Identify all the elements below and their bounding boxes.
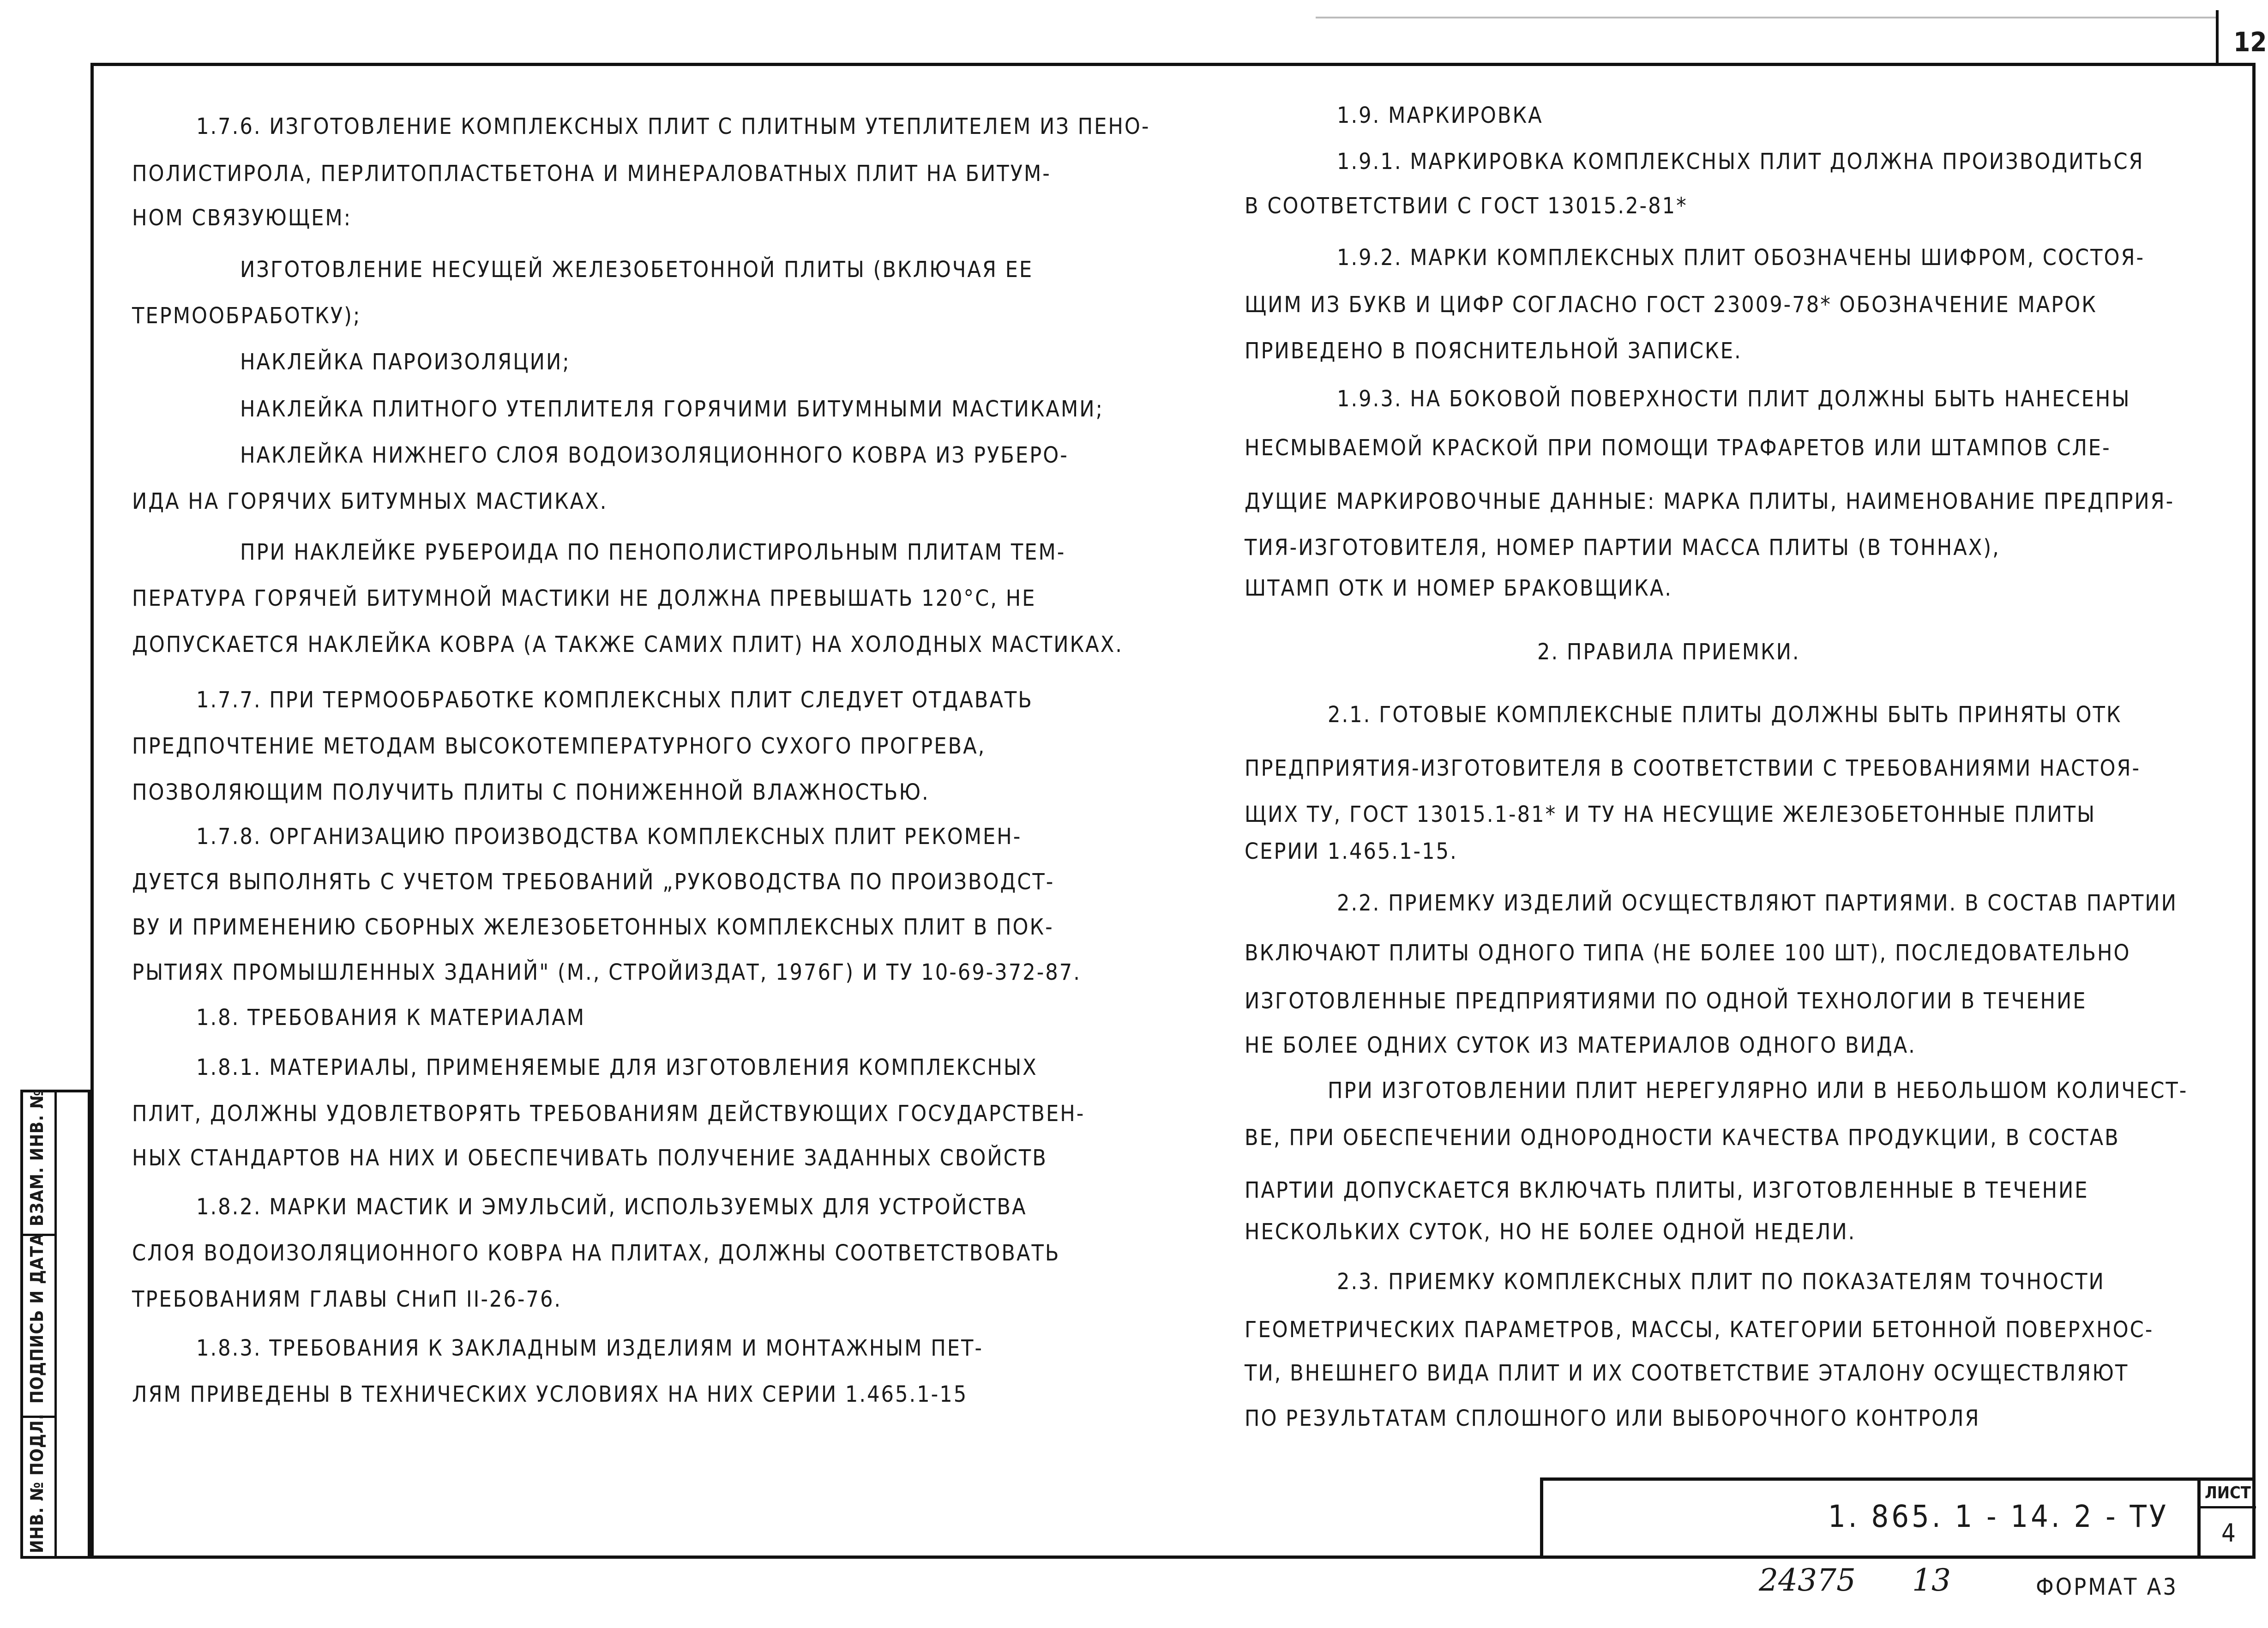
text-line: ПОЛИСТИРОЛА, ПЕРЛИТОПЛАСТБЕТОНА И МИНЕРАЛОВАТНЫХ ПЛИТ НА БИТУМ- [132,161,1051,187]
text-line: ИЗГОТОВЛЕННЫЕ ПРЕДПРИЯТИЯМИ ПО ОДНОЙ ТЕХНОЛОГИИ В ТЕЧЕНИЕ [1245,988,2087,1014]
clause-1-8-3: 1.8.3. ТРЕБОВАНИЯ К ЗАКЛАДНЫМ ИЗДЕЛИЯМ И МОНТАЖНЫМ ПЕТ- [196,1335,983,1361]
section-heading-1-9: 1.9. МАРКИРОВКА [1337,103,1543,128]
list-item: НАКЛЕЙКА ПАРОИЗОЛЯЦИИ; [240,349,571,375]
text-line: СЕРИИ 1.465.1-15. [1245,838,1458,864]
clause-2-3: 2.3. ПРИЕМКУ КОМПЛЕКСНЫХ ПЛИТ ПО ПОКАЗАТЕЛЯМ ТОЧНОСТИ [1337,1269,2105,1295]
copy-number: 13 [1912,1562,1951,1598]
inventory-number: 24375 [1759,1562,1856,1598]
text-line: ПЛИТ, ДОЛЖНЫ УДОВЛЕТВОРЯТЬ ТРЕБОВАНИЯМ ДЕЙСТВУЮЩИХ ГОСУДАРСТВЕН- [132,1101,1085,1127]
text-line: ДОПУСКАЕТСЯ НАКЛЕЙКА КОВРА (А ТАКЖЕ САМИХ ПЛИТ) НА ХОЛОДНЫХ МАСТИКАХ. [132,632,1123,657]
text-line: ПЕРАТУРА ГОРЯЧЕЙ БИТУМНОЙ МАСТИКИ НЕ ДОЛЖНА ПРЕВЫШАТЬ 120°С, НЕ [132,585,1036,611]
sheet-label: ЛИСТ [2205,1483,2251,1502]
text-line: ВЕ, ПРИ ОБЕСПЕЧЕНИИ ОДНОРОДНОСТИ КАЧЕСТВА ПРОДУКЦИИ, В СОСТАВ [1245,1125,2120,1151]
text-line: НЕСКОЛЬКИХ СУТОК, НО НЕ БОЛЕЕ ОДНОЙ НЕДЕЛИ. [1245,1219,1856,1245]
clause-2-1: 2.1. ГОТОВЫЕ КОМПЛЕКСНЫЕ ПЛИТЫ ДОЛЖНЫ БЫТЬ ПРИНЯТЫ ОТК [1328,702,2122,728]
clause-1-7-7: 1.7.7. ПРИ ТЕРМООБРАБОТКЕ КОМПЛЕКСНЫХ ПЛИТ СЛЕДУЕТ ОТДАВАТЬ [196,687,1033,713]
clause-1-9-3: 1.9.3. НА БОКОВОЙ ПОВЕРХНОСТИ ПЛИТ ДОЛЖНЫ БЫТЬ НАНЕСЕНЫ [1337,386,2131,412]
text-line: ЛЯМ ПРИВЕДЕНЫ В ТЕХНИЧЕСКИХ УСЛОВИЯХ НА НИХ СЕРИИ 1.465.1-15 [132,1381,968,1407]
text-line: ТИ, ВНЕШНЕГО ВИДА ПЛИТ И ИХ СООТВЕТСТВИЕ ЭТАЛОНУ ОСУЩЕСТВЛЯЮТ [1245,1360,2129,1386]
document-designation: 1. 865. 1 - 14. 2 - ТУ [1828,1499,2169,1534]
text-line: ПРИ НАКЛЕЙКЕ РУБЕРОИДА ПО ПЕНОПОЛИСТИРОЛЬНЫМ ПЛИТАМ ТЕМ- [240,539,1066,565]
text-line: ДУЕТСЯ ВЫПОЛНЯТЬ С УЧЕТОМ ТРЕБОВАНИЙ „РУКОВОДСТВА ПО ПРОИЗВОДСТ- [132,869,1055,895]
text-line: ТИЯ-ИЗГОТОВИТЕЛЯ, НОМЕР ПАРТИИ МАССА ПЛИТЫ (В ТОННАХ), [1245,535,2000,561]
sheet-number: 4 [2221,1519,2237,1548]
clause-2-2: 2.2. ПРИЕМКУ ИЗДЕЛИЙ ОСУЩЕСТВЛЯЮТ ПАРТИЯМИ. В СОСТАВ ПАРТИИ [1337,890,2178,916]
vzam-inv-label: ВЗАМ. ИНВ. № [27,1089,47,1226]
side-stamp-divider [54,1092,57,1556]
text-line: ПРЕДПРИЯТИЯ-ИЗГОТОВИТЕЛЯ В СООТВЕТСТВИИ С ТРЕБОВАНИЯМИ НАСТОЯ- [1245,755,2141,781]
list-item: НАКЛЕЙКА НИЖНЕГО СЛОЯ ВОДОИЗОЛЯЦИОННОГО КОВРА ИЗ РУБЕРО- [240,442,1069,468]
podpis-data-label: ПОДПИСЬ И ДАТА [27,1233,47,1404]
text-line: ИДА НА ГОРЯЧИХ БИТУМНЫХ МАСТИКАХ. [132,488,608,514]
text-line: РЫТИЯХ ПРОМЫШЛЕННЫХ ЗДАНИЙ" (М., СТРОЙИЗДАТ, 1976Г) И ТУ 10-69-372-87. [132,959,1081,985]
clause-1-7-8: 1.7.8. ОРГАНИЗАЦИЮ ПРОИЗВОДСТВА КОМПЛЕКСНЫХ ПЛИТ РЕКОМЕН- [196,824,1022,850]
clause-1-9-2: 1.9.2. МАРКИ КОМПЛЕКСНЫХ ПЛИТ ОБОЗНАЧЕНЫ ШИФРОМ, СОСТОЯ- [1337,245,2145,271]
text-line: СЛОЯ ВОДОИЗОЛЯЦИОННОГО КОВРА НА ПЛИТАХ, ДОЛЖНЫ СООТВЕТСТВОВАТЬ [132,1240,1060,1266]
top-rule [1316,17,2216,18]
sheet-box-divider [2201,1506,2256,1508]
clause-1-7-6: 1.7.6. ИЗГОТОВЛЕНИЕ КОМПЛЕКСНЫХ ПЛИТ С ПЛИТНЫМ УТЕПЛИТЕЛЕМ ИЗ ПЕНО- [196,114,1150,139]
text-line: ПАРТИИ ДОПУСКАЕТСЯ ВКЛЮЧАТЬ ПЛИТЫ, ИЗГОТОВЛЕННЫЕ В ТЕЧЕНИЕ [1245,1177,2089,1203]
text-line: ПО РЕЗУЛЬТАТАМ СПЛОШНОГО ИЛИ ВЫБОРОЧНОГО КОНТРОЛЯ [1245,1405,1980,1431]
section-heading-2: 2. ПРАВИЛА ПРИЕМКИ. [1537,639,1800,665]
clause-1-8-1: 1.8.1. МАТЕРИАЛЫ, ПРИМЕНЯЕМЫЕ ДЛЯ ИЗГОТОВЛЕНИЯ КОМПЛЕКСНЫХ [196,1055,1038,1080]
page-number-box-left [2216,10,2219,65]
clause-1-8-2: 1.8.2. МАРКИ МАСТИК И ЭМУЛЬСИЙ, ИСПОЛЬЗУЕМЫХ ДЛЯ УСТРОЙСТВА [196,1194,1027,1220]
list-item: НАКЛЕЙКА ПЛИТНОГО УТЕПЛИТЕЛЯ ГОРЯЧИМИ БИТУМНЫМИ МАСТИКАМИ; [240,396,1104,422]
text-line: ПРИ ИЗГОТОВЛЕНИИ ПЛИТ НЕРЕГУЛЯРНО ИЛИ В НЕБОЛЬШОМ КОЛИЧЕСТ- [1328,1078,2188,1103]
text-line: НЕ БОЛЕЕ ОДНИХ СУТОК ИЗ МАТЕРИАЛОВ ОДНОГО ВИДА. [1245,1032,1916,1058]
text-line: ШТАМП ОТК И НОМЕР БРАКОВЩИКА. [1245,575,1672,601]
text-line: ВКЛЮЧАЮТ ПЛИТЫ ОДНОГО ТИПА (НЕ БОЛЕЕ 100 ШТ), ПОСЛЕДОВАТЕЛЬНО [1245,940,2131,966]
text-line: ТЕРМООБРАБОТКУ); [132,303,361,329]
text-line: ПРЕДПОЧТЕНИЕ МЕТОДАМ ВЫСОКОТЕМПЕРАТУРНОГО СУХОГО ПРОГРЕВА, [132,733,986,759]
section-heading-1-8: 1.8. ТРЕБОВАНИЯ К МАТЕРИАЛАМ [196,1005,585,1031]
text-line: ГЕОМЕТРИЧЕСКИХ ПАРАМЕТРОВ, МАССЫ, КАТЕГОРИИ БЕТОННОЙ ПОВЕРХНОС- [1245,1317,2154,1343]
page-number: 12 [2233,26,2267,58]
text-line: В СООТВЕТСТВИИ С ГОСТ 13015.2-81* [1245,193,1688,219]
text-line: ПОЗВОЛЯЮЩИМ ПОЛУЧИТЬ ПЛИТЫ С ПОНИЖЕННОЙ ВЛАЖНОСТЬЮ. [132,779,930,805]
text-line: ДУЩИЕ МАРКИРОВОЧНЫЕ ДАННЫЕ: МАРКА ПЛИТЫ, НАИМЕНОВАНИЕ ПРЕДПРИЯ- [1245,488,2175,514]
list-item: ИЗГОТОВЛЕНИЕ НЕСУЩЕЙ ЖЕЛЕЗОБЕТОННОЙ ПЛИТЫ (ВКЛЮЧАЯ ЕЕ [240,257,1034,283]
format-label: ФОРМАТ А3 [2036,1574,2178,1600]
text-line: ЩИМ ИЗ БУКВ И ЦИФР СОГЛАСНО ГОСТ 23009-78* ОБОЗНАЧЕНИЕ МАРОК [1245,292,2097,318]
text-line: НЕСМЫВАЕМОЙ КРАСКОЙ ПРИ ПОМОЩИ ТРАФАРЕТОВ ИЛИ ШТАМПОВ СЛЕ- [1245,435,2111,461]
text-line: ЩИХ ТУ, ГОСТ 13015.1-81* И ТУ НА НЕСУЩИЕ ЖЕЛЕЗОБЕТОННЫЕ ПЛИТЫ [1245,802,2096,827]
clause-1-9-1: 1.9.1. МАРКИРОВКА КОМПЛЕКСНЫХ ПЛИТ ДОЛЖНА ПРОИЗВОДИТЬСЯ [1337,149,2144,175]
text-line: НОМ СВЯЗУЮЩЕМ: [132,205,352,231]
text-line: ВУ И ПРИМЕНЕНИЮ СБОРНЫХ ЖЕЛЕЗОБЕТОННЫХ КОМПЛЕКСНЫХ ПЛИТ В ПОК- [132,914,1054,940]
inv-podl-label: ИНВ. № ПОДЛ. [27,1413,47,1553]
text-line: ТРЕБОВАНИЯМ ГЛАВЫ СНиП II-26-76. [132,1286,562,1312]
text-line: ПРИВЕДЕНО В ПОЯСНИТЕЛЬНОЙ ЗАПИСКЕ. [1245,338,1742,364]
text-line: НЫХ СТАНДАРТОВ НА НИХ И ОБЕСПЕЧИВАТЬ ПОЛУЧЕНИЕ ЗАДАННЫХ СВОЙСТВ [132,1145,1047,1171]
